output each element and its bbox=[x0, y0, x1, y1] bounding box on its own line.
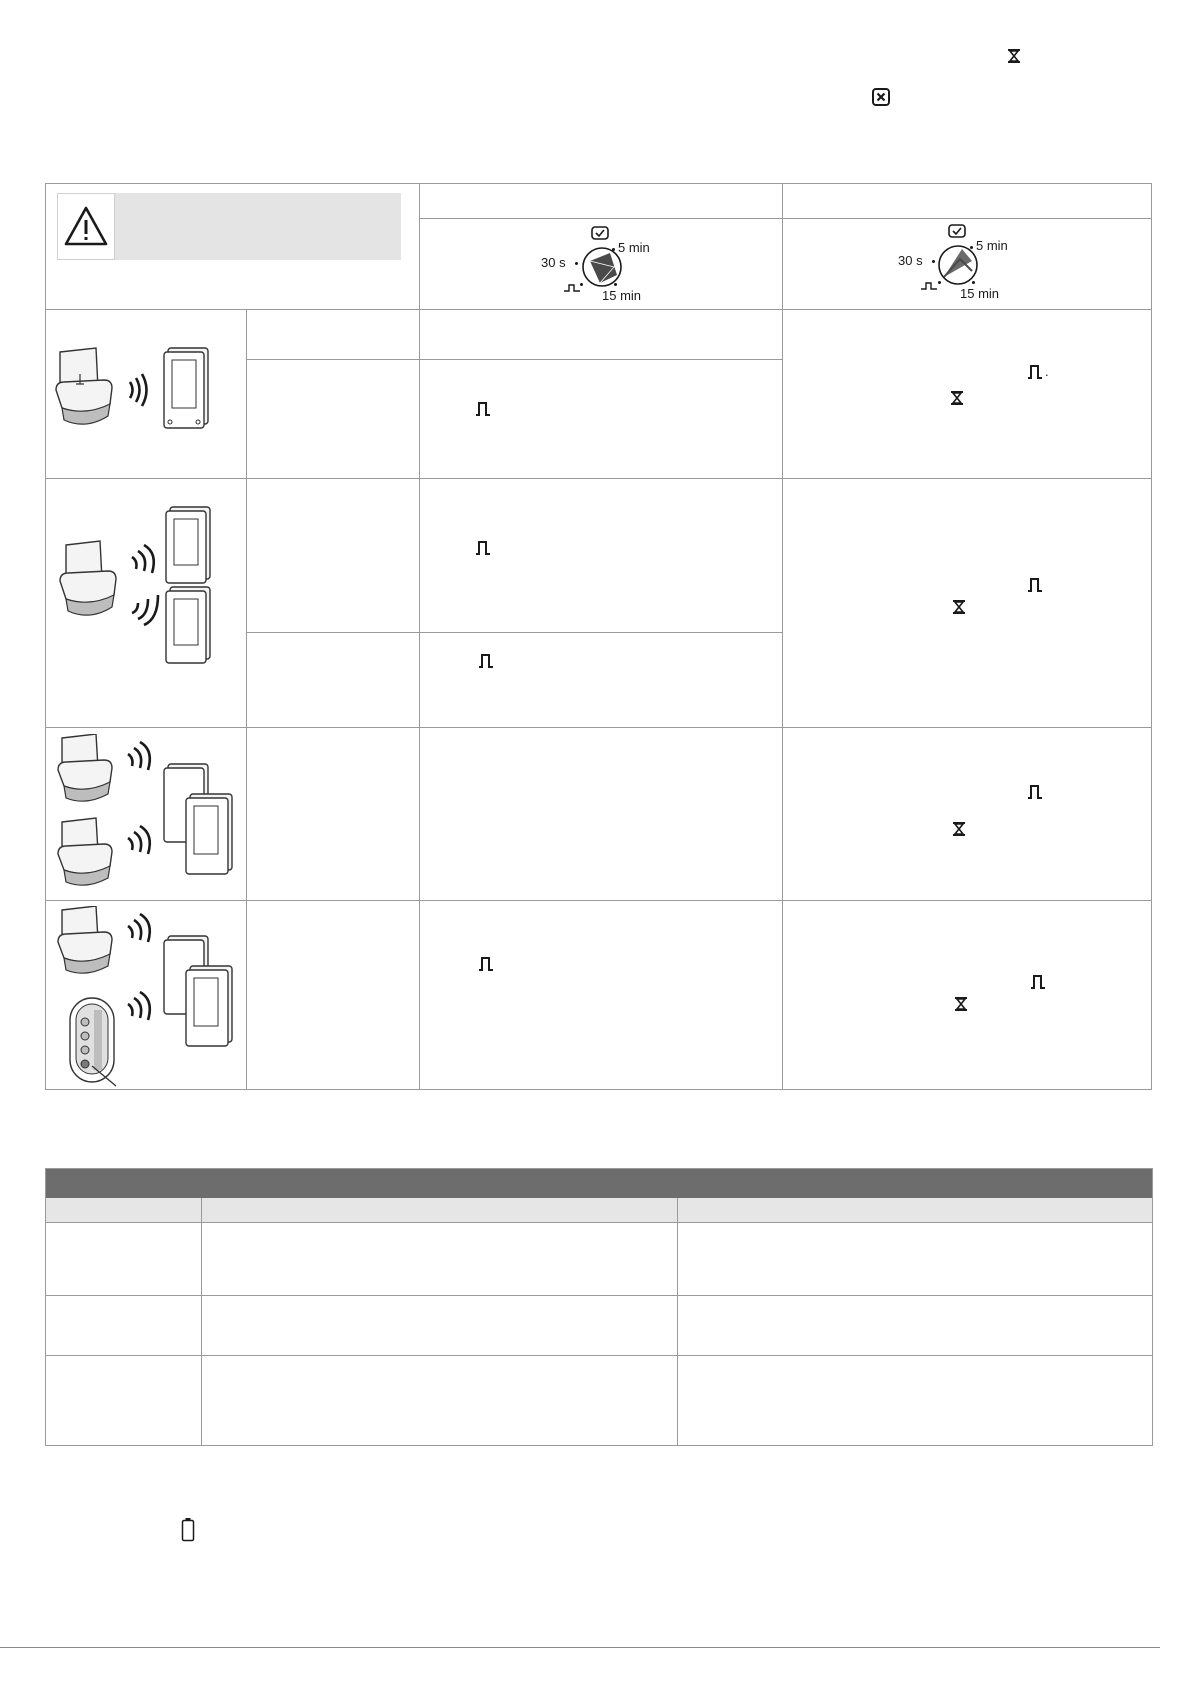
pulse-small-icon bbox=[920, 281, 938, 291]
hourglass-icon bbox=[1007, 48, 1021, 64]
hourglass-icon bbox=[952, 821, 966, 837]
detector-remote-receivers-illustration bbox=[52, 906, 242, 1088]
pulse-icon bbox=[478, 653, 494, 669]
divider bbox=[45, 309, 1152, 310]
warning-triangle-icon bbox=[58, 194, 114, 259]
divider bbox=[419, 218, 1152, 219]
divider bbox=[45, 900, 1152, 901]
pulse-small-icon bbox=[563, 283, 581, 293]
dial-label-15min: 15 min bbox=[602, 288, 642, 303]
warning-icon-frame bbox=[57, 193, 115, 260]
divider bbox=[45, 478, 1152, 479]
pulse-icon bbox=[1027, 364, 1043, 380]
divider bbox=[45, 1222, 1153, 1223]
divider bbox=[45, 727, 1152, 728]
dial-dot bbox=[938, 281, 941, 284]
pulse-dot: . bbox=[1045, 364, 1049, 379]
dial-label-5min: 5 min bbox=[618, 240, 650, 255]
detector-two-receivers-illustration bbox=[52, 505, 242, 667]
divider bbox=[419, 183, 420, 1090]
pulse-icon bbox=[475, 540, 491, 556]
detector-receiver-illustration bbox=[52, 344, 242, 444]
dial-dot bbox=[614, 283, 617, 286]
divider bbox=[677, 1198, 678, 1446]
pulse-icon bbox=[1027, 577, 1043, 593]
divider bbox=[246, 359, 782, 360]
divider bbox=[246, 309, 247, 1090]
clock-check-icon bbox=[591, 226, 609, 240]
pulse-icon bbox=[475, 401, 491, 417]
dial-dot bbox=[932, 260, 935, 263]
clock-check-icon bbox=[948, 224, 966, 238]
battery-icon bbox=[181, 1517, 195, 1542]
dial-dot bbox=[580, 283, 583, 286]
hourglass-icon bbox=[954, 996, 968, 1012]
dial-dot bbox=[575, 262, 578, 265]
hourglass-icon bbox=[952, 599, 966, 615]
dial-label-30s: 30 s bbox=[898, 253, 923, 268]
hourglass-icon bbox=[950, 390, 964, 406]
divider bbox=[45, 1355, 1153, 1356]
dial-dot bbox=[612, 248, 615, 251]
pulse-icon bbox=[1027, 784, 1043, 800]
divider bbox=[201, 1198, 202, 1446]
divider bbox=[246, 632, 782, 633]
footer-divider bbox=[0, 1647, 1160, 1648]
table-border bbox=[45, 1168, 1153, 1446]
dial-dot bbox=[970, 246, 973, 249]
pulse-icon bbox=[478, 956, 494, 972]
divider bbox=[782, 183, 783, 1090]
dial-label-5min: 5 min bbox=[976, 238, 1008, 253]
dial-label-15min: 15 min bbox=[960, 286, 1000, 301]
dial-dot bbox=[972, 281, 975, 284]
close-box-icon bbox=[872, 88, 890, 106]
pulse-icon bbox=[1030, 974, 1046, 990]
divider bbox=[45, 1295, 1153, 1296]
two-detectors-two-receivers-illustration bbox=[52, 734, 242, 894]
dial-label-30s: 30 s bbox=[541, 255, 566, 270]
